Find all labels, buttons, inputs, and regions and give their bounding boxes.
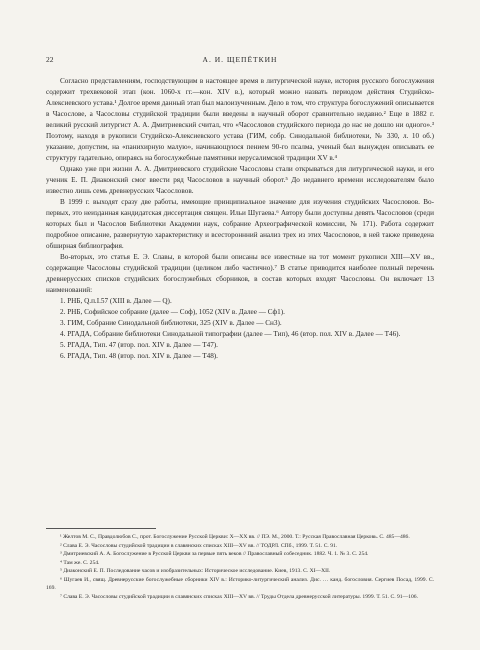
running-head: А. И. ЩЕПЁТКИН — [202, 55, 278, 64]
list-item: 3. ГИМ, Собрание Синодальной библиотеки, 325 (XIV в. Далее — Сн3). — [60, 319, 282, 327]
page-number: 22 — [46, 55, 54, 64]
footnote: ² Слава Е. Э. Часословы студийской традиции в славянских списках XIII—XV вв. // ТОДРЛ. СПб., 1999. Т. 51. С. 91. — [60, 542, 338, 549]
list-item: 5. РГАДА, Тип. 47 (втор. пол. XIV в. Далее — Т47). — [60, 341, 218, 349]
page-header — [46, 55, 434, 67]
footnote: ⁴ Там же. С. 254. — [60, 559, 100, 566]
body-text — [46, 76, 434, 362]
footnote: ⁶ Шугаев И., свящ. Древнерусские богослужебные сборники XIV в.: Историко-литургический анализ. Дис. … канд. богословия. Сергиев Посад, 1999. С. 169. — [46, 576, 434, 591]
paragraph: Однако уже при жизни А. А. Дмитриевского студийские Часословы стали открываться для литургической науки, и его ученик Е. П. Диаконский смог ввести ряд Часословов в научный оборот.⁵ До недавнего времени исследователям было известно лишь семь древнерусских Часословов. — [46, 165, 434, 195]
footnote: ⁵ Диаконский Е. П. Последование часов и изобразительных: Историческое исследование. Киев, 1913. С. XI—XII. — [60, 568, 331, 574]
footnote: ¹ Желтов М. С., Правдолюбов С., прот. Богослужение Русской Церкви: X—XX вв. // ПЭ. М., 2000. Т.: Русская Православная Церковь. С. 485—486. — [60, 534, 410, 540]
footnotes — [46, 533, 434, 601]
paragraph: Во-вторых, это статья Е. Э. Славы, в которой были описаны все известные на тот момент рукописи XIII—XV вв., содержащие Часословы студийской традиции (целиком либо частично).⁷ В статье приводится наиболее полный перечень древнерусских списков студийских богослужебных сборников, в состав которых входят Часословы. Он включает 13 наименований: — [46, 253, 434, 294]
list-item: 4. РГАДА, Собрание библиотеки Синодальной типографии (далее — Тип), 46 (втор. пол. XIV в. Далее — Т46). — [60, 330, 401, 338]
paragraph: В 1999 г. выходят сразу две работы, имеющие принципиальное значение для изучения студийских Часословов. Во-первых, это неизданная кандидатская диссертация священ. Ильи Шугаева.⁶ Автору были доступны девять Часословов (среди которых был и Часослов Библиотеки Академии наук, собрание Археографической комиссии, № 171). Работа содержит подробное описание, развернутую характеристику и всестороннний анализ трех из этих Часословов, в ней также приведена обширная библиография. — [46, 198, 434, 250]
footnote: ³ Дмитриевский А. А. Богослужение в Русской Церкви за первые пять веков // Православный собеседник. 1882. Ч. 1. № 3. С. 254. — [60, 551, 369, 557]
list-item: 6. РГАДА, Тип. 48 (втор. пол. XIV в. Далее — Т48). — [60, 352, 218, 360]
list-item: 1. РНБ, Q.п.I.57 (XIII в. Далее — Q). — [60, 297, 172, 305]
manuscript-list — [46, 296, 434, 362]
footnote-divider — [46, 528, 156, 529]
paragraph: Согласно представлениям, господствующим в настоящее время в литургической науке, история русского богослужения содержит трехвековой этап (кон. 1060-х гг.—кон. XIV в.), который можно назвать периодом действия Студийско-Алексиевского устава.¹ Долгое время данный этап был малоизученным. Дело в том, что структура богослужений описывается в Часослове, а Часословы студийской традиции были введены в научный оборот сравнительно недавно.² Еще в 1882 г. великий русский литургист А. А. Дмитриевский считал, что «Часословов студийского периода до нас не дошло ни одного».³ Поэтому, находя в рукописи Студийско-Алексиевского устава (ГИМ, собр. Синодальной библиотеки, № 330, л. 10 об.) указание, допустим, на «панихирную малую», начинающуюся пением 90-го псалма, ученый был вынужден описывать ее структуру гадательно, опираясь на богослужебные памятники иерусалимской традиции XV в.⁴ — [46, 77, 434, 162]
list-item: 2. РНБ, Софийское собрание (далее — Соф), 1052 (XIV в. Далее — Сф1). — [60, 308, 285, 316]
footnote: ⁷ Слава Е. Э. Часословы студийской традиции в славянских списках XIII—XV вв. // Труды Отдела древнерусской литературы. 1999. Т. 51. С. 91—106. — [60, 593, 418, 600]
